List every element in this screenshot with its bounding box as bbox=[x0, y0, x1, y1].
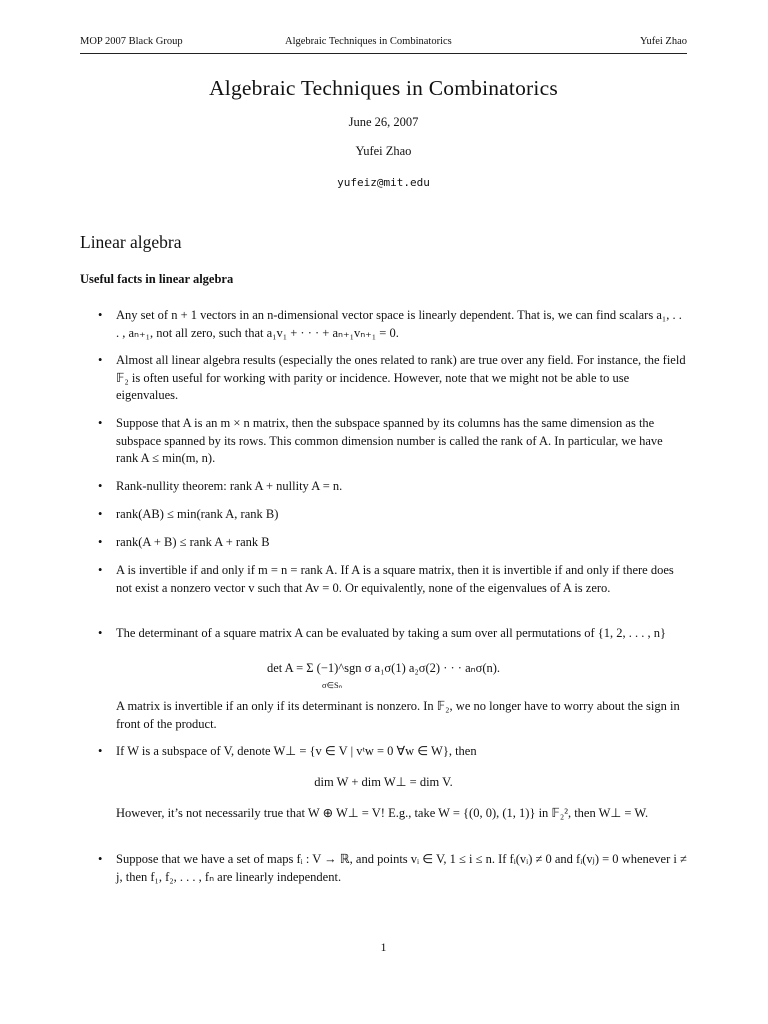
bullet-marker: • bbox=[98, 852, 103, 866]
bullet-item bbox=[80, 506, 687, 524]
bullet-marker: • bbox=[98, 507, 103, 521]
dimension-formula: dim W + dim W⊥ = dim V. bbox=[314, 775, 453, 789]
bullet-marker: • bbox=[98, 308, 103, 322]
section-title: Linear algebra bbox=[80, 232, 182, 252]
header-left: MOP 2007 Black Group bbox=[80, 36, 183, 47]
running-header bbox=[80, 36, 687, 50]
bullet-marker: • bbox=[98, 535, 103, 549]
determinant-expression: det A = Σ (−1)^sgn σ a₁σ(1) a₂σ(2) · · · aₙσ(n). bbox=[266, 661, 501, 675]
orthogonal-complement-note: However, it’s not necessarily true that W ⊕ W⊥ = V! E.g., take W = {(0, 0), (1, 1)} in 𝔽₂², then W⊥ = W. bbox=[116, 806, 649, 820]
bullet-marker: • bbox=[98, 744, 103, 758]
bullet-item bbox=[80, 851, 687, 886]
bullet-text: Suppose that we have a set of maps fᵢ : V → ℝ, and points vᵢ ∈ V, 1 ≤ i ≤ n. If fᵢ(vᵢ) ≠ 0 and fᵢ(vⱼ) = 0 whenever i ≠ j, then f₁, f₂, . . . , fₙ are linearly independent. bbox=[116, 852, 687, 884]
bullet-text: If W is a subspace of V, denote W⊥ = {v ∈ V | vᵗw = 0 ∀w ∈ W}, then bbox=[116, 744, 477, 758]
bullet-text: Rank-nullity theorem: rank A + nullity A = n. bbox=[116, 479, 343, 493]
bullet-text: rank(AB) ≤ min(rank A, rank B) bbox=[116, 507, 279, 521]
header-rule bbox=[80, 53, 687, 54]
bullet-item bbox=[80, 478, 687, 496]
subsection-title: Useful facts in linear algebra bbox=[80, 272, 234, 286]
author-email-wrap bbox=[80, 175, 687, 190]
header-center: Algebraic Techniques in Combinatorics bbox=[285, 36, 452, 47]
paper-date: June 26, 2007 bbox=[348, 115, 419, 129]
bullet-marker: • bbox=[98, 563, 103, 577]
page-number: 1 bbox=[380, 940, 387, 954]
header-right: Yufei Zhao bbox=[640, 36, 687, 47]
bullet-marker: • bbox=[98, 353, 103, 367]
bullet-text: The determinant of a square matrix A can be evaluated by taking a sum over all permutations of {1, 2, . . . , n} bbox=[116, 626, 667, 640]
bullet-item bbox=[80, 625, 687, 643]
bullet-text: rank(A + B) ≤ rank A + rank B bbox=[116, 535, 270, 549]
determinant-formula bbox=[80, 660, 687, 676]
bullet-text: Suppose that A is an m × n matrix, then the subspace spanned by its columns has the same dimension as the subspace spanned by its rows. This common dimension number is called the rank of A. In particular, we have rank A ≤ min(m, n). bbox=[116, 416, 663, 466]
bullet-marker: • bbox=[98, 626, 103, 640]
bullet-text: A is invertible if and only if m = n = rank A. If A is a square matrix, then it is invertible if and only if there does not exist a nonzero vector v such that Av = 0. Or equivalently, none of the eigenvalues of A is zero. bbox=[116, 563, 674, 595]
paper-title: Algebraic Techniques in Combinatorics bbox=[209, 76, 558, 100]
paper-author: Yufei Zhao bbox=[355, 144, 412, 158]
bullet-item bbox=[80, 562, 687, 597]
bullet-text: Any set of n + 1 vectors in an n-dimensional vector space is linearly dependent. That is, we can find scalars a₁, . . . , aₙ₊₁, not all zero, such that a₁v₁ + · · · + aₙ₊₁vₙ₊₁ = 0. bbox=[116, 308, 682, 340]
sum-index: σ∈Sₙ bbox=[322, 680, 343, 690]
determinant-note: A matrix is invertible if an only if its determinant is nonzero. In 𝔽₂, we no longer have to worry about the sign in front of the product. bbox=[116, 699, 680, 731]
bullet-marker: • bbox=[98, 479, 103, 493]
bullet-item bbox=[80, 743, 687, 761]
bullet-item bbox=[80, 307, 687, 342]
bullet-item bbox=[80, 415, 687, 468]
author-email: yufeiz@mit.edu bbox=[337, 176, 430, 189]
bullet-marker: • bbox=[98, 416, 103, 430]
bullet-item bbox=[80, 534, 687, 552]
bullet-text: Almost all linear algebra results (especially the ones related to rank) are true over any field. For instance, the field 𝔽₂ is often useful for working with parity or incidence. However, note that we might not be able to use eigenvalues. bbox=[116, 353, 686, 403]
bullet-item bbox=[80, 352, 687, 405]
